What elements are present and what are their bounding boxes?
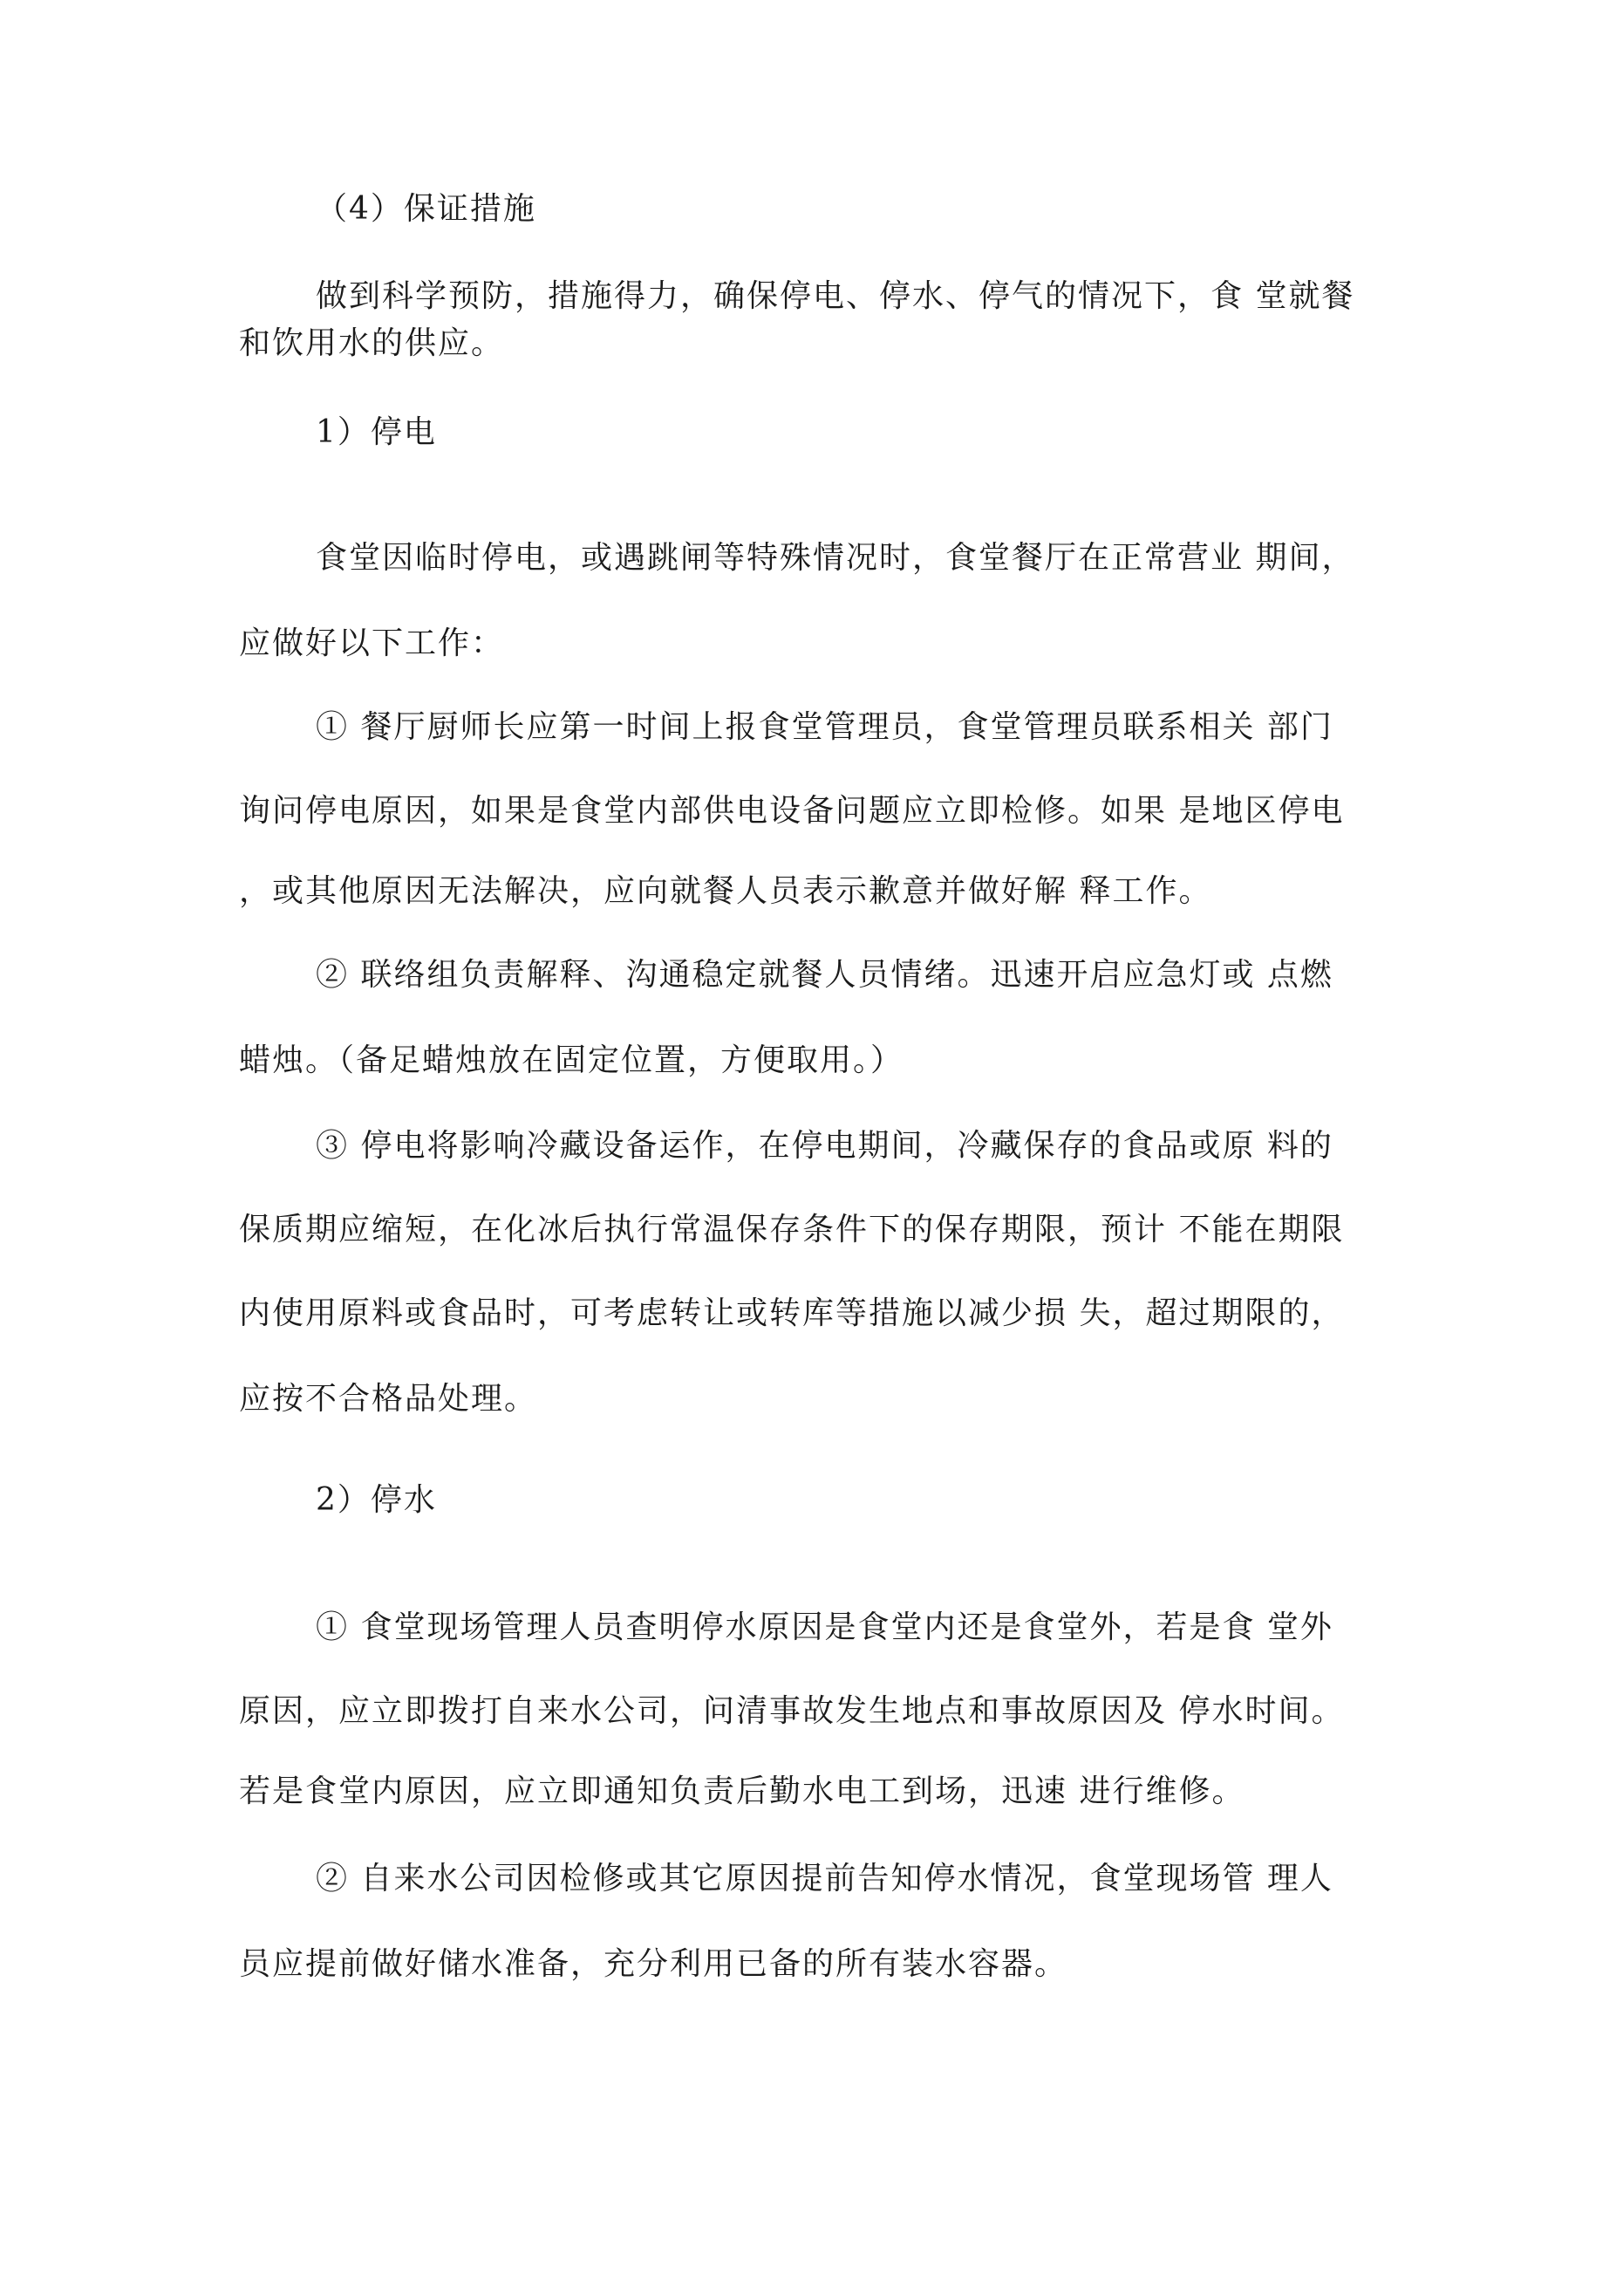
power-outage-item-3-line-4: 应按不合格品处理。	[239, 1381, 538, 1417]
power-outage-item-2-line-2: 蜡烛。（备足蜡烛放在固定位置，方便取用。）	[239, 1042, 904, 1078]
section-heading: （4）保证措施	[316, 191, 536, 227]
section-intro-line-2: 和饮用水的供应。	[239, 325, 505, 361]
water-outage-item-1-line-2: 原因，应立即拨打自来水公司，问清事故发生地点和事故原因及 停水时间。	[239, 1693, 1345, 1729]
power-outage-heading: 1）停电	[316, 414, 437, 450]
power-outage-intro-line-2: 应做好以下工作：	[239, 625, 505, 661]
power-outage-item-1-line-3: ，或其他原因无法解决，应向就餐人员表示歉意并做好解 释工作。	[239, 873, 1212, 909]
power-outage-item-1-line-1: ① 餐厅厨师长应第一时间上报食堂管理员，食堂管理员联系相关 部门	[316, 709, 1333, 745]
power-outage-item-3-line-2: 保质期应缩短，在化冰后执行常温保存条件下的保存期限，预计 不能在期限	[239, 1212, 1345, 1247]
power-outage-item-3-line-1: ③ 停电将影响冷藏设备运作，在停电期间，冷藏保存的食品或原 料的	[316, 1128, 1333, 1164]
water-outage-item-1-line-3: 若是食堂内原因，应立即通知负责后勤水电工到场，迅速 进行维修。	[239, 1773, 1245, 1809]
power-outage-item-2-line-1: ② 联络组负责解释、沟通稳定就餐人员情绪。迅速开启应急灯或 点燃	[316, 957, 1333, 993]
water-outage-item-2-line-1: ② 自来水公司因检修或其它原因提前告知停水情况，食堂现场管 理人	[316, 1861, 1333, 1896]
power-outage-item-1-line-2: 询问停电原因，如果是食堂内部供电设备问题应立即检修。如果 是地区停电	[239, 793, 1345, 829]
water-outage-item-2-line-2: 员应提前做好储水准备，充分利用已备的所有装水容器。	[239, 1946, 1068, 1982]
power-outage-intro-line-1: 食堂因临时停电，或遇跳闸等特殊情况时，食堂餐厅在正常营业 期间，	[316, 540, 1355, 576]
section-intro-line-1: 做到科学预防，措施得力，确保停电、停水、停气的情况下，食 堂就餐	[316, 278, 1355, 314]
water-outage-heading: 2）停水	[316, 1482, 437, 1518]
power-outage-item-3-line-3: 内使用原料或食品时，可考虑转让或转库等措施以减少损 失，超过期限的，	[239, 1295, 1345, 1331]
water-outage-item-1-line-1: ① 食堂现场管理人员查明停水原因是食堂内还是食堂外，若是食 堂外	[316, 1609, 1333, 1645]
